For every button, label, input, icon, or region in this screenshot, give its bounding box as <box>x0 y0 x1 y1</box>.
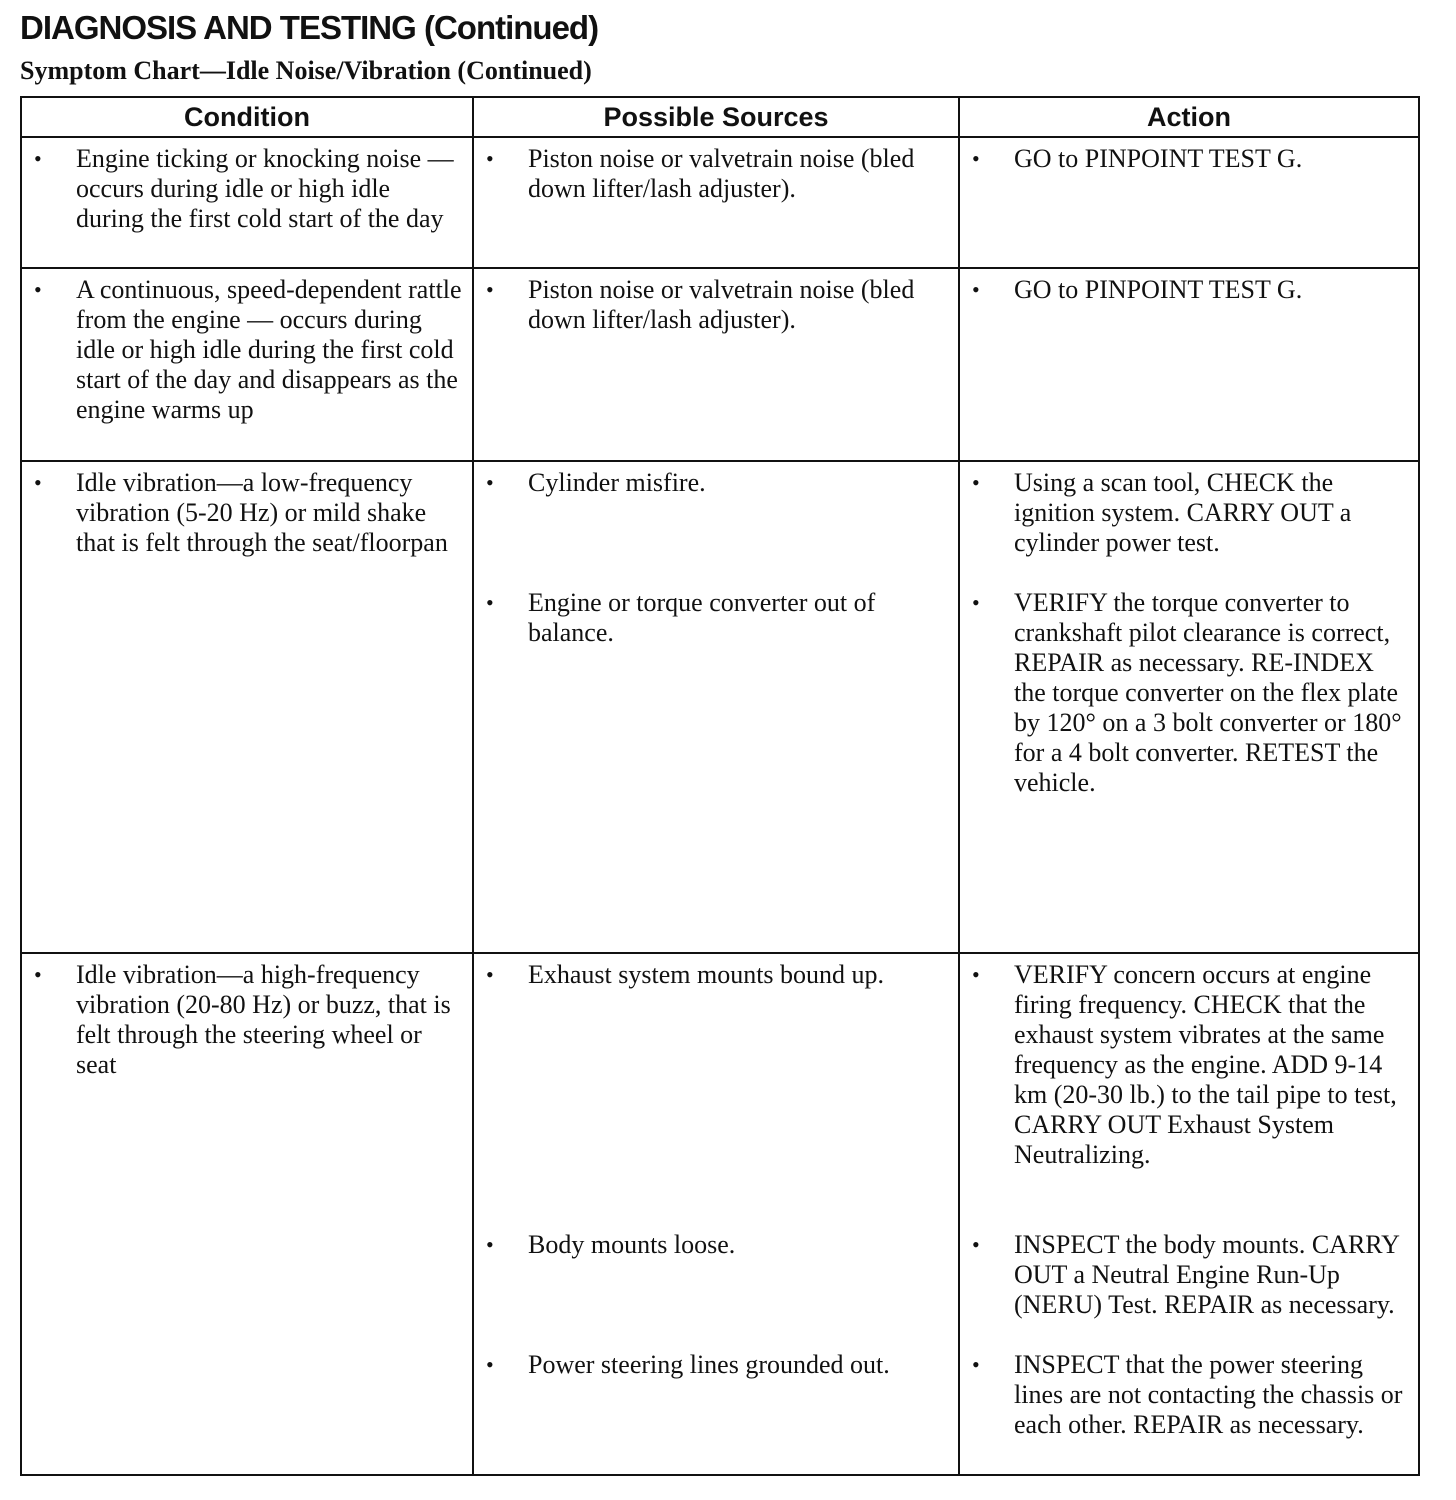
column-header-action: Action <box>959 97 1419 137</box>
bullet-icon: • <box>34 470 42 495</box>
page-title: DIAGNOSIS AND TESTING (Continued) <box>20 9 599 46</box>
column-header-condition: Condition <box>21 97 473 137</box>
action-text: INSPECT that the power steering lines are not contacting the chassis or each other. REPAIR as necessary. <box>1014 1350 1403 1439</box>
bullet-icon: • <box>972 962 980 987</box>
column-header-possible-sources: Possible Sources <box>473 97 959 137</box>
chart-title: Symptom Chart—Idle Noise/Vibration (Continued) <box>20 56 592 85</box>
action-cell <box>959 953 1419 1475</box>
action-cell <box>959 461 1419 953</box>
source-cell <box>473 137 959 268</box>
bullet-icon: • <box>486 1232 494 1257</box>
source-text: Engine or torque converter out of balance. <box>528 588 876 647</box>
bullet-icon: • <box>972 1352 980 1377</box>
condition-text: Idle vibration—a low-frequency vibration (5-20 Hz) or mild shake that is felt through the seat/floorpan <box>76 468 448 557</box>
bullet-icon: • <box>486 590 494 615</box>
action-cell <box>959 137 1419 268</box>
source-cell <box>473 268 959 461</box>
condition-cell <box>21 137 473 268</box>
condition-cell <box>21 268 473 461</box>
symptom-table <box>20 96 1420 1476</box>
bullet-icon: • <box>34 962 42 987</box>
bullet-icon: • <box>486 146 494 171</box>
bullet-icon: • <box>972 590 980 615</box>
source-cell <box>473 461 959 953</box>
condition-cell <box>21 461 473 953</box>
condition-cell <box>21 953 473 1475</box>
table-row <box>21 953 1419 1475</box>
bullet-icon: • <box>972 1232 980 1257</box>
source-text: Piston noise or valvetrain noise (bled down lifter/lash adjuster). <box>528 275 915 334</box>
source-text: Cylinder misfire. <box>528 468 706 497</box>
bullet-icon: • <box>34 277 42 302</box>
source-text: Exhaust system mounts bound up. <box>528 960 885 989</box>
table-row <box>21 268 1419 461</box>
condition-text: A continuous, speed-dependent rattle from the engine — occurs during idle or high idle during the first cold start of the day and disappears as the engine warms up <box>76 275 462 424</box>
action-text: GO to PINPOINT TEST G. <box>1014 144 1303 173</box>
bullet-icon: • <box>486 962 494 987</box>
bullet-icon: • <box>486 470 494 495</box>
action-text: INSPECT the body mounts. CARRY OUT a Neutral Engine Run-Up (NERU) Test. REPAIR as necessary. <box>1014 1230 1399 1319</box>
table-row <box>21 137 1419 268</box>
bullet-icon: • <box>486 277 494 302</box>
bullet-icon: • <box>972 470 980 495</box>
header-row <box>21 97 1419 137</box>
bullet-icon: • <box>972 146 980 171</box>
source-text: Body mounts loose. <box>528 1230 736 1259</box>
action-text: VERIFY concern occurs at engine firing frequency. CHECK that the exhaust system vibrates at the same frequency as the engine. ADD 9-14 km (20-30 lb.) to the tail pipe to test, CARRY OUT Exhaust System Neutralizing. <box>1014 960 1397 1169</box>
bullet-icon: • <box>486 1352 494 1377</box>
bullet-icon: • <box>34 146 42 171</box>
source-cell <box>473 953 959 1475</box>
table-row <box>21 461 1419 953</box>
condition-text: Idle vibration—a high-frequency vibration (20-80 Hz) or buzz, that is felt through the steering wheel or seat <box>76 960 451 1079</box>
source-text: Piston noise or valvetrain noise (bled down lifter/lash adjuster). <box>528 144 915 203</box>
source-text: Power steering lines grounded out. <box>528 1350 890 1379</box>
bullet-icon: • <box>972 277 980 302</box>
action-text: VERIFY the torque converter to crankshaft pilot clearance is correct, REPAIR as necessary. RE-INDEX the torque converter on the flex plate by 120° on a 3 bolt converter or 180° for a 4 bolt converter. RETEST the vehicle. <box>1014 588 1402 797</box>
condition-text: Engine ticking or knocking noise — occurs during idle or high idle during the first cold start of the day <box>76 144 454 233</box>
action-text: Using a scan tool, CHECK the ignition system. CARRY OUT a cylinder power test. <box>1014 468 1352 557</box>
action-text: GO to PINPOINT TEST G. <box>1014 275 1303 304</box>
action-cell <box>959 268 1419 461</box>
